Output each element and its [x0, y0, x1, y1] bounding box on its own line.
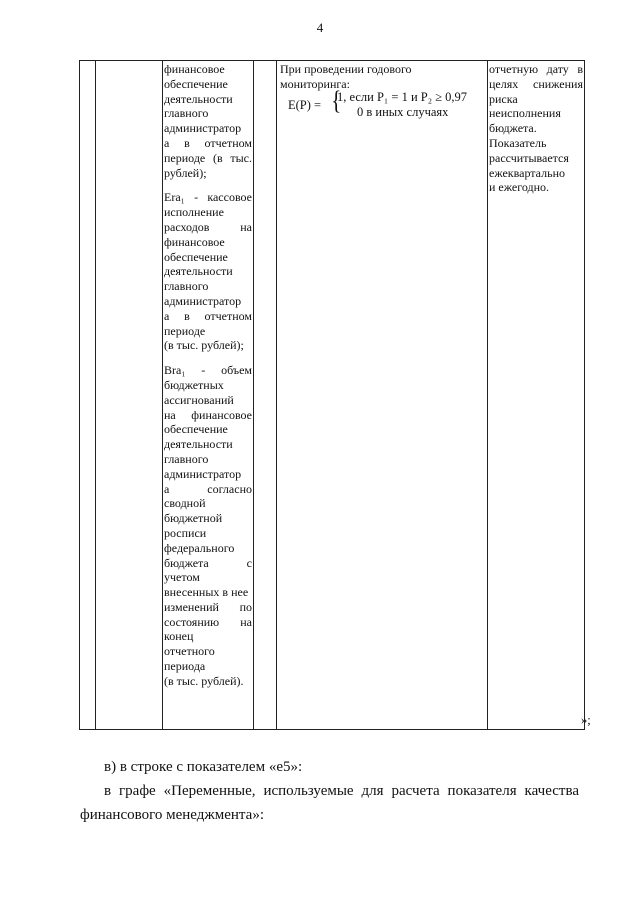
variables-line: администратор [164, 121, 242, 136]
formula-lhs: E(P) = [288, 98, 322, 112]
variables-line: изменений по [164, 599, 252, 614]
notes-line: рассчитывается [489, 150, 569, 165]
variables-line: отчетного [164, 644, 215, 659]
notes-line: неисполнения [489, 106, 561, 121]
column-divider [162, 60, 163, 730]
variables-line: администратор [164, 466, 242, 481]
variables-line: а в отчетном [164, 308, 252, 323]
variables-line: финансовое [164, 234, 225, 249]
variables-line: бюджетных [164, 377, 224, 392]
closing-quote: »; [581, 713, 591, 727]
variables-line: обеспечение [164, 249, 228, 264]
variables-line: периода [164, 659, 206, 674]
variables-line: (в тыс. рублей); [164, 338, 244, 353]
variables-line: администратор [164, 293, 242, 308]
variables-line: внесенных в нее [164, 585, 249, 600]
variables-line: деятельности [164, 437, 233, 452]
notes-cell [489, 62, 583, 195]
column-divider [253, 60, 254, 730]
variables-line: главного [164, 279, 209, 294]
variables-line: конец [164, 629, 194, 644]
variables-line: исполнение [164, 205, 224, 220]
variables-line: ассигнований [164, 392, 234, 407]
page-number: 4 [316, 20, 324, 35]
variables-line: росписи [164, 525, 207, 540]
variables-line: бюджетной [164, 511, 223, 526]
formula-brace: { [331, 86, 342, 115]
notes-line: бюджета. [489, 121, 537, 136]
table-bottom-border [79, 729, 585, 730]
variables-line: периоде [164, 323, 206, 338]
notes-line: ежеквартально [489, 165, 565, 180]
paragraph-gap [164, 180, 252, 190]
body-paragraph-2-line-1: в графе «Переменные, используемые для расчета показателя качества [104, 783, 579, 799]
variables-cell [164, 62, 252, 689]
variables-line: сводной [164, 496, 206, 511]
variables-line: обеспечение [164, 76, 228, 91]
column-divider [487, 60, 488, 730]
variables-line: бюджета с [164, 555, 252, 570]
table-top-border [79, 60, 585, 61]
table-left-border [79, 60, 80, 730]
variables-line: деятельности [164, 91, 233, 106]
variables-line: обеспечение [164, 422, 228, 437]
variables-line: на финансовое [164, 407, 252, 422]
variables-line: учетом [164, 570, 200, 585]
notes-line: Показатель [489, 135, 547, 150]
variables-line: Bra₁ - объем [164, 363, 252, 378]
variables-line: главного [164, 451, 209, 466]
table-right-border [584, 60, 585, 730]
body-paragraph-2-line-2: финансового менеджмента»: [80, 807, 264, 823]
notes-line: целях снижения [489, 76, 583, 91]
notes-line: и ежегодно. [489, 180, 550, 195]
column-divider [276, 60, 277, 730]
formula-cell [280, 62, 485, 92]
variables-line: состоянию на [164, 614, 252, 629]
variables-line: (в тыс. рублей). [164, 673, 244, 688]
column-divider [95, 60, 96, 730]
body-paragraph-1: в) в строке с показателем «е5»: [104, 759, 303, 775]
formula-text-line: При проведении годового [280, 62, 412, 76]
variables-line: финансовое [164, 62, 225, 76]
formula-text-line: мониторинга: [280, 76, 350, 91]
paragraph-gap [164, 353, 252, 363]
notes-line: отчетную дату в [489, 62, 583, 76]
variables-line: рублей); [164, 165, 207, 180]
notes-line: риска [489, 91, 518, 106]
variables-line: деятельности [164, 264, 233, 279]
variables-line: расходов на [164, 219, 252, 234]
formula-case-2: 0 в иных случаях [357, 105, 449, 119]
variables-line: а согласно [164, 481, 252, 496]
variables-line: периоде (в тыс. [164, 150, 252, 165]
variables-line: Era₁ - кассовое [164, 190, 252, 205]
variables-line: главного [164, 106, 209, 121]
variables-line: федерального [164, 540, 235, 555]
variables-line: а в отчетном [164, 135, 252, 150]
formula-case-1: 1, если P₁ = 1 и P₂ ≥ 0,97 [337, 90, 468, 104]
